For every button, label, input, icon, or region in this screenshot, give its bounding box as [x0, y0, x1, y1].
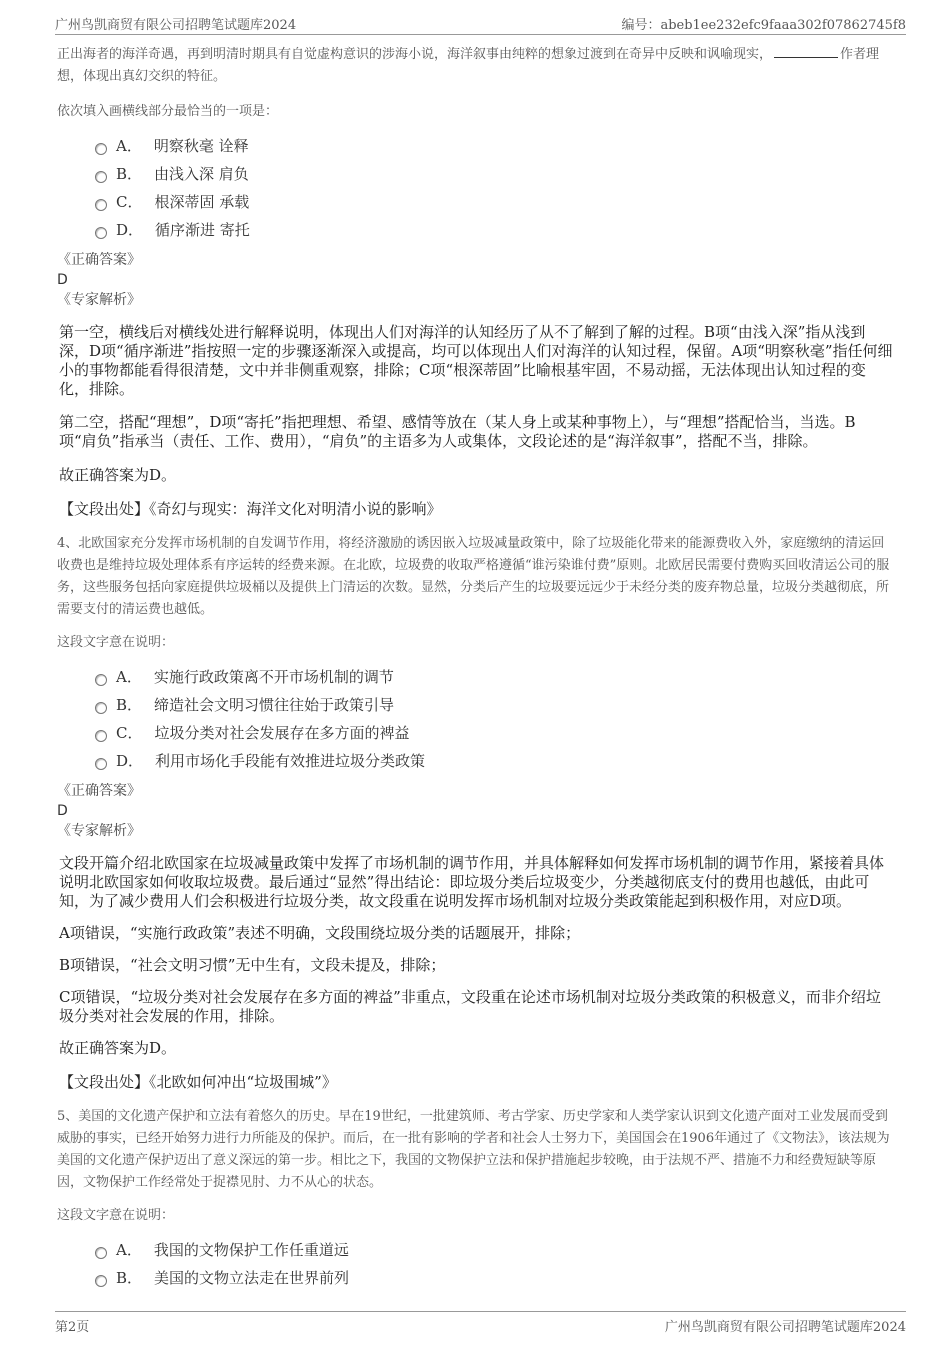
option-c[interactable]: C． 垃圾分类对社会发展存在多方面的裨益: [95, 719, 893, 747]
question-3: [57, 44, 893, 519]
question-5: [57, 1106, 893, 1292]
option-c[interactable]: C． 根深蒂固 承载: [95, 188, 893, 216]
radio-icon[interactable]: [95, 702, 107, 714]
header-title: 广州鸟凯商贸有限公司招聘笔试题库2024: [55, 18, 297, 33]
analysis-paragraph: 故正确答案为D。: [59, 466, 177, 484]
page-header: [55, 14, 906, 35]
option-b[interactable]: B． 缔造社会文明习惯往往始于政策引导: [95, 691, 893, 719]
question-5-prompt: 这段文字意在说明：: [57, 1208, 175, 1223]
source-citation: 【文段出处】《奇幻与现实：海洋文化对明清小说的影响》: [59, 500, 442, 518]
page-footer: [55, 1311, 906, 1336]
analysis-label: 《专家解析》: [57, 292, 141, 308]
answer-value: D: [57, 272, 68, 288]
page-number: 第2页: [55, 1320, 90, 1335]
question-3-stem: 正出海者的海洋奇遇，再到明清时期具有自觉虚构意识的涉海小说，海洋叙事由纯粹的想象过渡到在奇异中反映和讽喻现实， 作者理想，体现出真幻交织的特征。: [57, 47, 880, 84]
radio-icon[interactable]: [95, 1247, 107, 1259]
question-4-stem: 4、北欧国家充分发挥市场机制的自发调节作用，将经济激励的诱因嵌入垃圾减量政策中，除了垃圾能化带来的能源费收入外，家庭缴纳的清运回收费也是维持垃圾处理体系有序运转的经费来源。在北欧，垃圾费的收取严格遵循“谁污染谁付费”原则。北欧居民需要付费购买回收清运公司的服务，这些服务包括向家庭提供垃圾桶以及提供上门清运的次数。显然，分类后产生的垃圾要远远少于未经分类的废弃物总量，垃圾分类越彻底，所需要支付的清运费也越低。: [57, 536, 890, 617]
page-content: [57, 44, 893, 1292]
question-4-prompt: 这段文字意在说明：: [57, 635, 175, 650]
option-d[interactable]: D． 循序渐进 寄托: [95, 216, 893, 244]
radio-icon[interactable]: [95, 227, 107, 239]
option-b[interactable]: B． 美国的文物立法走在世界前列: [95, 1264, 893, 1292]
option-d[interactable]: D． 利用市场化手段能有效推进垃圾分类政策: [95, 747, 893, 775]
analysis-paragraph: C项错误，“垃圾分类对社会发展存在多方面的裨益”非重点，文段重在论述市场机制对垃圾分类政策的积极意义，而非介绍垃圾分类对社会发展的作用，排除。: [59, 988, 881, 1025]
option-a[interactable]: A． 明察秋毫 诠释: [95, 132, 893, 160]
radio-icon[interactable]: [95, 171, 107, 183]
option-b[interactable]: B． 由浅入深 肩负: [95, 160, 893, 188]
analysis-paragraph: B项错误，“社会文明习惯”无中生有，文段未提及，排除；: [59, 956, 446, 974]
question-5-options: [57, 1236, 893, 1292]
analysis-label: 《专家解析》: [57, 823, 141, 839]
radio-icon[interactable]: [95, 758, 107, 770]
answer-label: 《正确答案》: [57, 783, 141, 799]
question-4-options: [57, 663, 893, 775]
analysis-paragraph: 第二空，搭配“理想”，D项“寄托”指把理想、希望、感情等放在（某人身上或某种事物上），与“理想”搭配恰当，当选。B项“肩负”指承当（责任、工作、费用），“肩负”的主语多为人或集体，文段论述的是“海洋叙事”，搭配不当，排除。: [59, 413, 856, 450]
analysis-paragraph: 第一空，横线后对横线处进行解释说明，体现出人们对海洋的认知经历了从不了解到了解的过程。B项“由浅入深”指从浅到深，D项“循序渐进”指按照一定的步骤逐渐深入或提高，均可以体现出人们对海洋的认知过程，保留。A项“明察秋毫”指任何细小的事物都能看得很清楚，文中并非侧重观察，排除；C项“根深蒂固”比喻根基牢固，不易动摇，无法体现出认知过程的变化，排除。: [59, 323, 893, 398]
header-serial: 编号：abeb1ee232efc9faaa302f07862745f8: [621, 18, 906, 33]
radio-icon[interactable]: [95, 1275, 107, 1287]
question-4: [57, 533, 893, 1092]
radio-icon[interactable]: [95, 674, 107, 686]
source-citation: 【文段出处】《北欧如何冲出“垃圾围城”》: [59, 1073, 337, 1091]
answer-value: D: [57, 803, 68, 819]
answer-label: 《正确答案》: [57, 252, 141, 268]
answer-blank: [774, 45, 838, 58]
question-3-prompt: 依次填入画横线部分最恰当的一项是：: [57, 104, 279, 119]
option-a[interactable]: A． 实施行政政策离不开市场机制的调节: [95, 663, 893, 691]
analysis-paragraph: 故正确答案为D。: [59, 1039, 177, 1057]
footer-title: 广州鸟凯商贸有限公司招聘笔试题库2024: [664, 1320, 906, 1335]
radio-icon[interactable]: [95, 730, 107, 742]
radio-icon[interactable]: [95, 143, 107, 155]
option-a[interactable]: A． 我国的文物保护工作任重道远: [95, 1236, 893, 1264]
analysis-paragraph: A项错误，“实施行政政策”表述不明确，文段围绕垃圾分类的话题展开，排除；: [59, 924, 581, 942]
question-3-options: [57, 132, 893, 244]
radio-icon[interactable]: [95, 199, 107, 211]
analysis-paragraph: 文段开篇介绍北欧国家在垃圾减量政策中发挥了市场机制的调节作用，并具体解释如何发挥市场机制的调节作用，紧接着具体说明北欧国家如何收取垃圾费。最后通过“显然”得出结论：即垃圾分类后垃圾变少，分类越彻底支付的费用也越低，由此可知，为了减少费用人们会积极进行垃圾分类，故文段重在说明发挥市场机制对垃圾分类政策能起到积极作用，对应D项。: [59, 854, 885, 910]
question-5-stem: 5、美国的文化遗产保护和立法有着悠久的历史。早在19世纪，一批建筑师、考古学家、历史学家和人类学家认识到文化遗产面对工业发展而受到威胁的事实，已经开始努力进行力所能及的保护。而后，在一批有影响的学者和社会人士努力下，美国国会在1906年通过了《文物法》，该法规为美国的文化遗产保护迈出了意义深远的第一步。相比之下，我国的文物保护立法和保护措施起步较晚，由于法规不严、措施不力和经费短缺等原因，文物保护工作经常处于捉襟见肘、力不从心的状态。: [57, 1109, 890, 1190]
